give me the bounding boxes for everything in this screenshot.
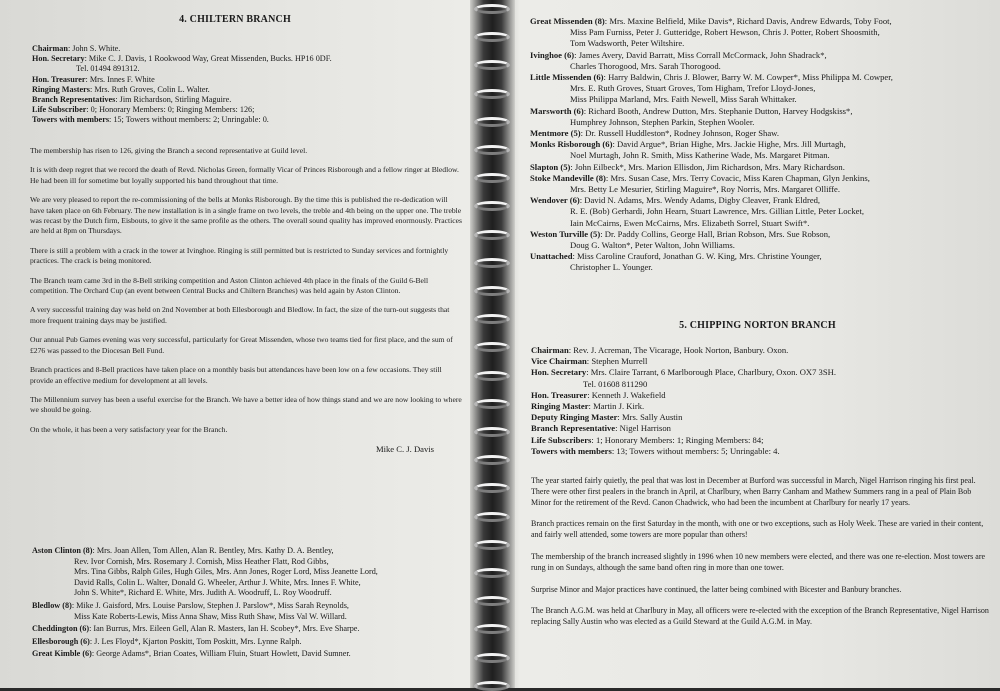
report-paragraph: The membership of the branch increased slightly in 1996 when 10 new members were elected, and there was one re-election. Most towers are rung in on Sundays, although the same band often ring in more than one tower. — [531, 551, 986, 572]
officer-row: Towers with members: 15; Towers without members: 2; Unringable: 0. — [32, 115, 269, 125]
tower-name: Cheddington (6) — [32, 624, 90, 634]
tower-members-continued: Iain McCairns, Ewen McCairns, Mrs. Elizabeth Sorrel, Stuart Swift*. — [570, 217, 810, 228]
tower-entry — [32, 601, 464, 622]
spiral-coil — [474, 145, 510, 155]
officer-row: Tel. 01494 891312. — [76, 64, 140, 74]
tower-members-continued: R. E. (Bob) Gerhardi, John Hearn, Stuart Lawrence, Mrs. Gillian Little, Peter Locket, — [570, 206, 865, 217]
chiltern-heading: 4. CHILTERN BRANCH — [179, 14, 291, 25]
tower-members: : Mrs. Joan Allen, Tom Allen, Alan R. Bentley, Mrs. Kathy D. A. Bentley, — [92, 546, 334, 555]
tower-members-continued: Christopher L. Younger. — [570, 262, 653, 273]
tower-entry — [530, 251, 995, 273]
tower-members-continued: Mrs. Betty Le Mesurier, Stirling Maguire*, Roy Norris, Mrs. Margaret Olliffe. — [570, 184, 840, 195]
tower-members-continued: Tom Wadsworth, Peter Wiltshire. — [570, 38, 685, 49]
spiral-coil — [474, 4, 510, 14]
tower-name: Stoke Mandeville (8) — [530, 172, 606, 183]
tower-members: : Miss Caroline Crauford, Jonathan G. W. King, Mrs. Christine Younger, — [572, 251, 822, 262]
spiral-coil — [474, 455, 510, 465]
report-paragraph: We are very pleased to report the re-commissioning of the bells at Monks Risborough. By the time this is published the re-dedication will have taken place on 6th February. The new installation is in a single frame on two levels, the treble and 4th being on the upper one. The treble was recast by the Dutch firm, Eisbouts, to give it the same profile as the others. The overall sound quality has improved enormously. Practices are held at 8pm on Thursdays. — [30, 195, 462, 236]
tower-entry — [530, 229, 995, 251]
tower-members-continued: John S. White*, Richard E. White, Mrs. Judith A. Woodruff, L. Roy Woodruff. — [74, 588, 332, 598]
tower-entry — [32, 546, 464, 599]
tower-entry — [530, 162, 995, 173]
tower-members: : David N. Adams, Mrs. Wendy Adams, Digby Cleaver, Frank Eldred, — [579, 195, 821, 206]
tower-name: Wendover (6) — [530, 195, 580, 206]
tower-members-continued: Mrs. E. Ruth Groves, Stuart Groves, Tom Higham, Trefor Lloyd-Jones, — [570, 83, 816, 94]
spiral-coil — [474, 258, 510, 268]
report-paragraph: There is still a problem with a crack in the tower at Ivinghoe. Ringing is still permitted but is restricted to Sunday services and fortnightly practices. The crack is being monitored. — [30, 245, 449, 266]
tower-members-continued: Miss Kate Roberts-Lewis, Miss Anna Shaw, Miss Ruth Shaw, Miss Val W. Willard. — [74, 611, 347, 621]
tower-members-continued: David Ralls, Colin L. Walter, Donald G. Wheeler, Arthur J. White, Mrs. Innes F. White, — [74, 577, 361, 587]
spiral-coil — [474, 60, 510, 70]
spiral-coil — [474, 483, 510, 493]
officer-row: Towers with members: 13; Towers without members: 5; Unringable: 4. — [531, 445, 780, 456]
tower-members: : Harry Baldwin, Chris J. Blower, Barry W. M. Cowper*, Miss Philippa M. Cowper, — [603, 72, 893, 83]
tower-first-line — [530, 229, 830, 239]
tower-members: : Ian Burrus, Mrs. Eileen Gell, Alan R. Masters, Ian H. Scobey*, Mrs. Eve Sharpe. — [89, 624, 360, 634]
tower-entry — [530, 72, 995, 106]
chipping-norton-report — [531, 476, 993, 639]
tower-members-continued: Charles Thorogood, Mrs. Sarah Thorogood. — [570, 60, 721, 71]
report-paragraph: Our annual Pub Games evening was very successful, particularly for Great Missenden, whose two teams tied for first place, and the sum of £276 was passed to the Diocesan Bell Fund. — [30, 335, 453, 355]
chiltern-tower-list — [32, 546, 464, 662]
tower-name: Little Missenden (6) — [530, 72, 604, 83]
tower-members: : Mrs. Maxine Belfield, Mike Davis*, Richard Davis, Andrew Edwards, Toby Foot, — [604, 16, 892, 26]
tower-members-continued: Noel Murtagh, John R. Smith, Miss Katherine Wade, Ms. Margaret Pitman. — [570, 150, 830, 161]
tower-members: : Richard Booth, Andrew Dutton, Mrs. Stephanie Dutton, Harvey Hodgskiss*, — [583, 105, 853, 116]
tower-entry — [530, 195, 995, 229]
tower-members: : John Eilbeck*, Mrs. Marion Ellisdon, Jim Richardson, Mrs. Mary Richardson. — [570, 161, 845, 172]
tower-first-line — [530, 139, 846, 149]
tower-entry — [32, 624, 464, 635]
officer-row: Hon. Secretary: Mrs. Claire Tarrant, 6 Marlborough Place, Charlbury, Oxon. OX7 3SH. — [531, 367, 836, 378]
chipping-norton-officers — [531, 345, 996, 457]
spiral-coil — [474, 512, 510, 522]
officer-row: Chairman: Rev. J. Acreman, The Vicarage, Hook Norton, Banbury. Oxon. — [531, 345, 789, 355]
chiltern-tower-list-continued — [530, 16, 995, 274]
tower-first-line — [32, 649, 351, 658]
report-paragraph: Surprise Minor and Major practices have continued, the latter being combined with Bicester and Banbury branches. — [531, 584, 902, 594]
officer-row: Hon. Secretary: Mike C. J. Davis, 1 Rookwood Way, Great Missenden, Bucks. HP16 0DF. — [32, 54, 332, 64]
tower-members: : George Adams*, Brian Coates, William Fluin, Stuart Howlett, David Sumner. — [91, 649, 351, 659]
tower-name: Marsworth (6) — [530, 105, 584, 116]
chiltern-officers — [32, 44, 462, 126]
spiral-coil — [474, 201, 510, 211]
tower-name: Unattached — [530, 251, 573, 262]
report-paragraph: It is with deep regret that we record the death of Revd. Nicholas Green, formally Vicar of Princes Risborough and a fellow ringer at Bledlow. He had been ill for sometime but loyally supported his band throughout that time. — [30, 165, 459, 185]
spiral-coil — [474, 624, 510, 634]
tower-first-line — [530, 251, 822, 261]
tower-name: Ivinghoe (6) — [530, 49, 575, 60]
tower-members-continued: Humphrey Johnson, Stephen Parkin, Stephen Wooler. — [570, 116, 755, 127]
left-page — [0, 0, 470, 688]
tower-entry — [530, 16, 995, 50]
tower-name: Slapton (5) — [530, 161, 571, 172]
tower-members-continued: Miss Pam Furniss, Peter J. Gutteridge, Robert Hewson, Chris J. Potter, Robert Shoosmith, — [570, 27, 880, 38]
report-paragraph: The membership has risen to 126, giving the Branch a second representative at Guild level. — [30, 146, 308, 155]
tower-first-line — [32, 624, 359, 633]
report-paragraph: The year started fairly quietly, the peal that was lost in December at Burford was successful in March, Nigel Harrison ringing his first peal. There were other first pealers in the branch in April, at Charlbury, when Barry Canham and Mathew Summers rang in a peal of Plain Bob Minor for the retirement of the Revd. Canon Chadwick, who had been the incumbent at Charlbury for nearly 17 years. — [531, 476, 976, 507]
tower-name: Great Kimble (6) — [32, 649, 92, 659]
report-paragraph: Branch practices and 8-Bell practices have taken place on a monthly basis but attendances have been low on a few occasions. They still provide an effective medium for development at all levels. — [30, 365, 442, 385]
tower-members-continued: Miss Philippa Marland, Mrs. Faith Newell, Miss Sarah Whittaker. — [570, 94, 797, 105]
report-signature: Mike C. J. Davis — [375, 444, 434, 455]
officer-row: Chairman: John S. White. — [32, 44, 121, 53]
tower-name: Ellesborough (6) — [32, 636, 90, 646]
tower-first-line — [530, 195, 820, 205]
tower-first-line — [530, 72, 893, 82]
tower-members: : James Avery, David Barratt, Miss Corrall McCormack, John Shadrack*, — [574, 49, 827, 60]
tower-entry — [530, 106, 995, 128]
tower-entry — [530, 128, 995, 139]
tower-name: Mentmore (5) — [530, 128, 581, 139]
tower-members: : Mrs. Susan Case, Mrs. Terry Covacic, Miss Karen Chapman, Glyn Jenkins, — [605, 172, 870, 183]
spiral-coil — [474, 89, 510, 99]
tower-members: : Dr. Russell Huddleston*, Rodney Johnson, Roger Shaw. — [580, 128, 779, 139]
spiral-coil — [474, 427, 510, 437]
tower-first-line — [32, 601, 349, 610]
tower-members: : J. Les Floyd*, Kjarton Poskitt, Tom Poskitt, Mrs. Lynne Ralph. — [89, 636, 302, 646]
spiral-coil — [474, 173, 510, 183]
tower-name: Bledlow (8) — [32, 600, 72, 610]
spiral-coil — [474, 32, 510, 42]
tower-first-line — [530, 128, 779, 138]
spiral-coil — [474, 286, 510, 296]
officer-row: Branch Representative: Nigel Harrison — [531, 423, 671, 434]
tower-first-line — [530, 50, 827, 60]
report-paragraph: Branch practices remain on the first Saturday in the month, with one or two exceptions, such as Holy Week. These are varied in their content, and fairly well attended, some towers are more popular than others! — [531, 519, 984, 540]
tower-entry — [32, 649, 464, 660]
spiral-coil — [474, 540, 510, 550]
tower-entry — [530, 139, 995, 161]
spiral-coil — [474, 230, 510, 240]
tower-entry — [530, 173, 995, 195]
tower-first-line — [530, 106, 852, 116]
tower-first-line — [32, 637, 302, 646]
tower-first-line — [530, 16, 892, 26]
officer-row: Life Subscribers: 1; Honorary Members: 1; Ringing Members: 84; — [531, 434, 764, 445]
tower-members: : Dr. Paddy Collins, George Hall, Brian Robson, Mrs. Sue Robson, — [600, 228, 831, 239]
report-paragraph: On the whole, it has been a very satisfactory year for the Branch. — [30, 424, 228, 434]
tower-name: Great Missenden (8) — [530, 16, 605, 26]
chiltern-report — [30, 146, 462, 460]
tower-entry — [530, 50, 995, 72]
spiral-coil — [474, 653, 510, 663]
spiral-coil — [474, 117, 510, 127]
right-page — [515, 0, 1000, 688]
chipping-norton-heading: 5. CHIPPING NORTON BRANCH — [679, 320, 836, 331]
officer-row: Deputy Ringing Master: Mrs. Sally Austin — [531, 412, 683, 423]
spiral-coil — [474, 681, 510, 691]
report-paragraph: A very successful training day was held on 2nd November at both Ellesborough and Bledlow. In fact, the size of the turn-out suggests that more frequent training days may be justified. — [30, 305, 450, 325]
tower-members-continued: Rev. Ivor Cornish, Mrs. Rosemary J. Cornish, Miss Heather Flatt, Rod Gibbs, — [74, 556, 329, 566]
spiral-binding — [470, 0, 515, 688]
report-paragraph: The Branch team came 3rd in the 8-Bell striking competition and Aston Clinton achieved 4th place in the finals of the Guild 6-Bell competition. The Orchard Cup (an event between Central Bucks and Chiltern Branches) was held again by Aston Clinton. — [30, 275, 429, 296]
officer-row: Branch Representatives: Jim Richardson, Stirling Maguire. — [32, 95, 232, 105]
tower-name: Aston Clinton (8) — [32, 546, 93, 555]
spiral-coil — [474, 596, 510, 606]
spiral-coil — [474, 399, 510, 409]
tower-members: : Mike J. Gaisford, Mrs. Louise Parslow, Stephen J. Parslow*, Miss Sarah Reynolds, — [71, 600, 349, 610]
tower-entry — [32, 637, 464, 648]
officer-row: Tel. 01608 811290 — [583, 378, 648, 389]
officer-row: Ringing Masters: Mrs. Ruth Groves, Colin L. Walter. — [32, 84, 210, 94]
tower-members-continued: Doug G. Walton*, Peter Walton, John Williams. — [570, 240, 735, 251]
officer-row: Life Subscriber: 0; Honorary Members: 0; Ringing Members: 126; — [32, 105, 255, 115]
spiral-coil — [474, 342, 510, 352]
officer-row: Ringing Master: Martin J. Kirk. — [531, 401, 645, 412]
tower-first-line — [530, 162, 845, 172]
report-paragraph: The Millennium survey has been a useful exercise for the Branch. We have a better idea of how things stand and we are now looking to where we should be going. — [30, 394, 462, 415]
spiral-coil — [474, 314, 510, 324]
tower-name: Weston Turville (5) — [530, 228, 601, 239]
officer-row: Hon. Treasurer: Kenneth J. Wakefield — [531, 389, 666, 400]
spiral-coil — [474, 371, 510, 381]
tower-first-line — [530, 173, 870, 183]
tower-name: Monks Risborough (6) — [530, 139, 613, 150]
report-paragraph: The Branch A.G.M. was held at Charlbury in May, all officers were re-elected with the exception of the Branch Representative, Nigel Harrison replacing Sally Austin who was elected as a Guild Steward at the Guild A.G.M. in May. — [531, 606, 989, 627]
tower-members-continued: Mrs. Tina Gibbs, Ralph Giles, Hugh Giles, Mrs. Ann Jones, Roger Lord, Miss Jeanette Lord, — [74, 567, 378, 577]
officer-row: Vice Chairman: Stephen Murrell — [531, 356, 648, 367]
tower-members: : David Argue*, Brian Highe, Mrs. Jackie Highe, Mrs. Jill Murtagh, — [612, 139, 846, 150]
tower-first-line — [32, 546, 334, 555]
officer-row: Hon. Treasurer: Mrs. Innes F. White — [32, 74, 155, 84]
spiral-coil — [474, 568, 510, 578]
